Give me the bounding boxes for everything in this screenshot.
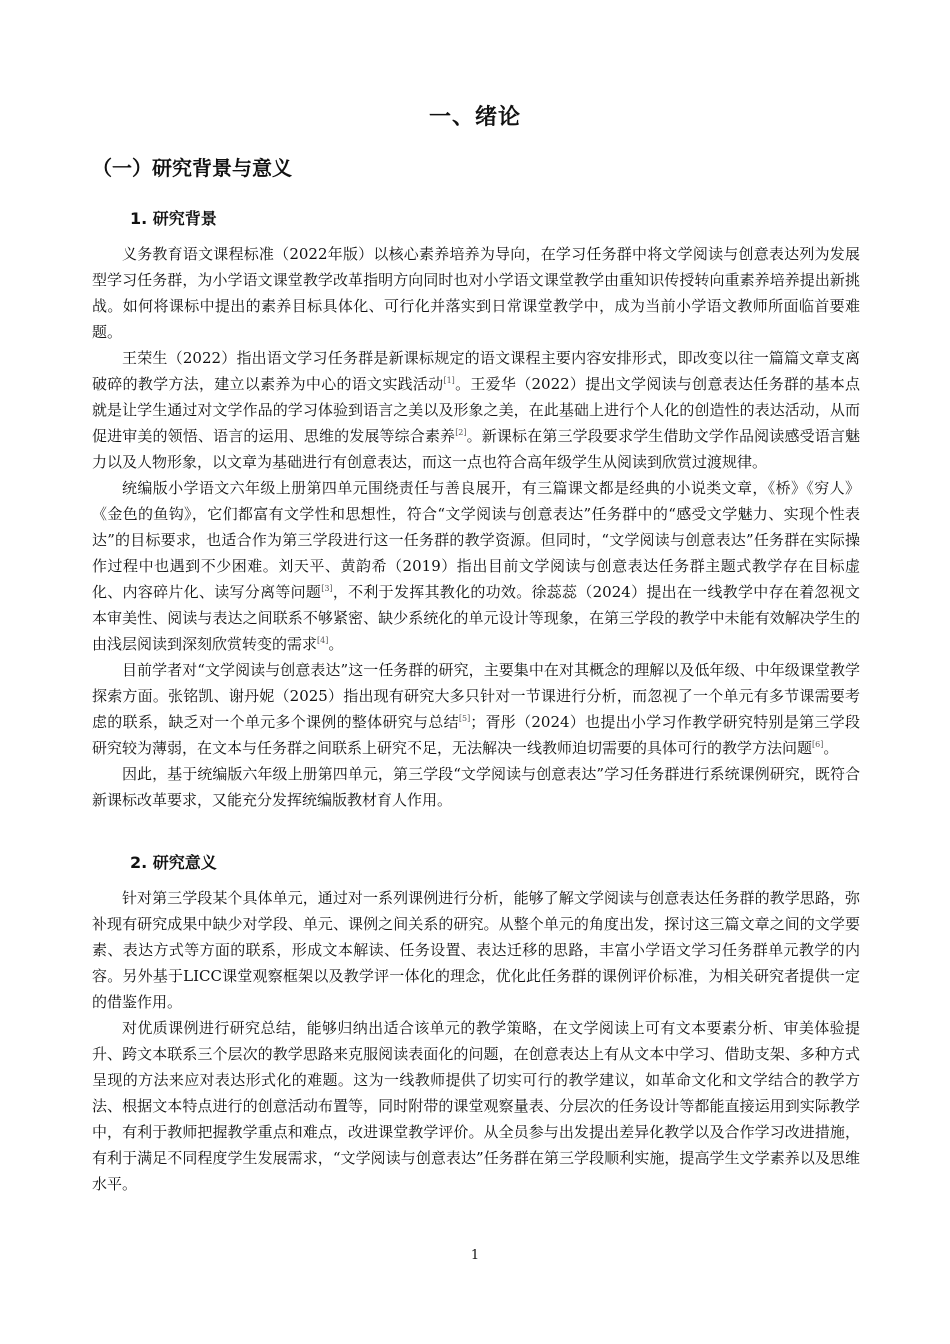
paragraph-text: 。新课标在第三学段要求学生借助文学作品阅读感受语言魅力以及人物形象，以文章为基础进行有创意表达，而这一点也符合高年级学生从阅读到欣赏过渡规律。 xyxy=(92,427,860,471)
section-title: （一）研究背景与意义 xyxy=(92,156,292,180)
paragraph-text: ；胥彤（2024）也提出小学习作教学研究特别是第三学段研究较为薄弱，在文本与任务群之间联系上研究不足，无法解决一线教师迫切需要的具体可行的教学方法问题 xyxy=(92,713,860,757)
paragraph xyxy=(92,761,860,813)
paragraph xyxy=(92,657,860,761)
paragraph-text: 针对第三学段某个具体单元，通过对一系列课例进行分析，能够了解文学阅读与创意表达任务群的教学思路，弥补现有研究成果中缺少对学段、单元、课例之间关系的研究。从整个单元的角度出发，探讨这三篇文章之间的文学要素、表达方式等方面的联系，形成文本解读、任务设置、表达迁移的思路，丰富小学语文学习任务群单元教学的内容。另外基于LICC课堂观察框架以及教学评一体化的理念，优化此任务群的课例评价标准，为相关研究者提供一定的借鉴作用。 xyxy=(92,889,860,1011)
paragraph-text: 对优质课例进行研究总结，能够归纳出适合该单元的教学策略，在文学阅读上可有文本要素分析、审美体验提升、跨文本联系三个层次的教学思路来克服阅读表面化的问题，在创意表达上有从文本中学习、借助支架、多种方式呈现的方法来应对表达形式化的难题。这为一线教师提供了切实可行的教学建议，如革命文化和文学结合的教学方法、根据文本特点进行的创意活动布置等，同时附带的课堂观察量表、分层次的任务设计等都能直接运用到实际教学中，有利于教师把握教学重点和难点，改进课堂教学评价。从全员参与出发提出差异化教学以及合作学习改进措施，有利于满足不同程度学生发展需求，“文学阅读与创意表达”任务群在第三学段顺利实施，提高学生文学素养以及思维水平。 xyxy=(92,1019,860,1193)
paragraph-text: 因此，基于统编版六年级上册第四单元，第三学段“文学阅读与创意表达”学习任务群进行系统课例研究，既符合新课标改革要求，又能充分发挥统编版教材育人作用。 xyxy=(92,765,860,809)
background-body xyxy=(92,241,860,813)
paragraph xyxy=(92,241,860,345)
significance-body xyxy=(92,885,860,1197)
citation: [4] xyxy=(317,636,329,645)
paragraph-text: 。王爱华（2022）提出文学阅读与创意表达任务群的基本点就是让学生通过对文学作品的学习体验到语言之美以及形象之美，在此基础上进行个人化的创造性的表达活动，从而促进审美的领悟、语言的运用、思维的发展等综合素养 xyxy=(92,375,860,445)
paragraph-text: 。 xyxy=(328,635,344,653)
citation: [2] xyxy=(455,428,467,437)
subsection-title-background: 1. 研究背景 xyxy=(130,209,217,228)
subsection-title-significance: 2. 研究意义 xyxy=(130,853,217,872)
citation: [5] xyxy=(458,714,471,723)
paragraph xyxy=(92,1015,860,1197)
citation: [1] xyxy=(443,376,455,385)
paragraph-text: 王荣生（2022）指出语文学习任务群是新课标规定的语文课程主要内容安排形式，即改变以往一篇篇文章支离破碎的教学方法，建立以素养为中心的语文实践活动 xyxy=(92,349,860,393)
paragraph-text: 统编版小学语文六年级上册第四单元围绕责任与善良展开，有三篇课文都是经典的小说类文章，《桥》《穷人》《金色的鱼钩》，它们都富有文学性和思想性，符合“文学阅读与创意表达”任务群中的“感受文学魅力、实现个性表达”的目标要求，也适合作为第三学段进行这一任务群的教学资源。但同时，“文学阅读与创意表达”任务群在实际操作过程中也遇到不少困难。刘天平、黄韵希（2019）指出目前文学阅读与创意表达任务群主题式教学存在目标虚化、内容碎片化、读写分离等问题 xyxy=(92,479,860,601)
citation: [3] xyxy=(321,584,333,593)
paragraph-text: ，不利于发挥其教化的功效。徐蕊蕊（2024）提出在一线教学中存在着忽视文本审美性、阅读与表达之间联系不够紧密、缺少系统化的单元设计等现象，在第三学段的教学中未能有效解决学生的由浅层阅读到深刻欣赏转变的需求 xyxy=(92,583,860,653)
paragraph-text: 义务教育语文课程标准（2022年版）以核心素养培养为导向，在学习任务群中将文学阅读与创意表达列为发展型学习任务群，为小学语文课堂教学改革指明方向同时也对小学语文课堂教学由重知识传授转向重素养培养提出新挑战。如何将课标中提出的素养目标具体化、可行化并落实到日常课堂教学中，成为当前小学语文教师所面临首要难题。 xyxy=(92,245,860,341)
chapter-title: 一、绪论 xyxy=(428,105,521,130)
paragraph-text: 目前学者对“文学阅读与创意表达”这一任务群的研究，主要集中在对其概念的理解以及低年级、中年级课堂教学探索方面。张铭凯、谢丹妮（2025）指出现有研究大多只针对一节课进行分析，而忽视了一个单元有多节课需要考虑的联系，缺乏对一个单元多个课例的整体研究与总结 xyxy=(92,661,860,731)
paragraph xyxy=(92,475,860,657)
paragraph xyxy=(92,885,860,1015)
citation: [6] xyxy=(812,740,824,749)
paragraph xyxy=(92,345,860,475)
page-number: 1 xyxy=(470,1248,480,1263)
paragraph-text: 。 xyxy=(823,739,839,757)
